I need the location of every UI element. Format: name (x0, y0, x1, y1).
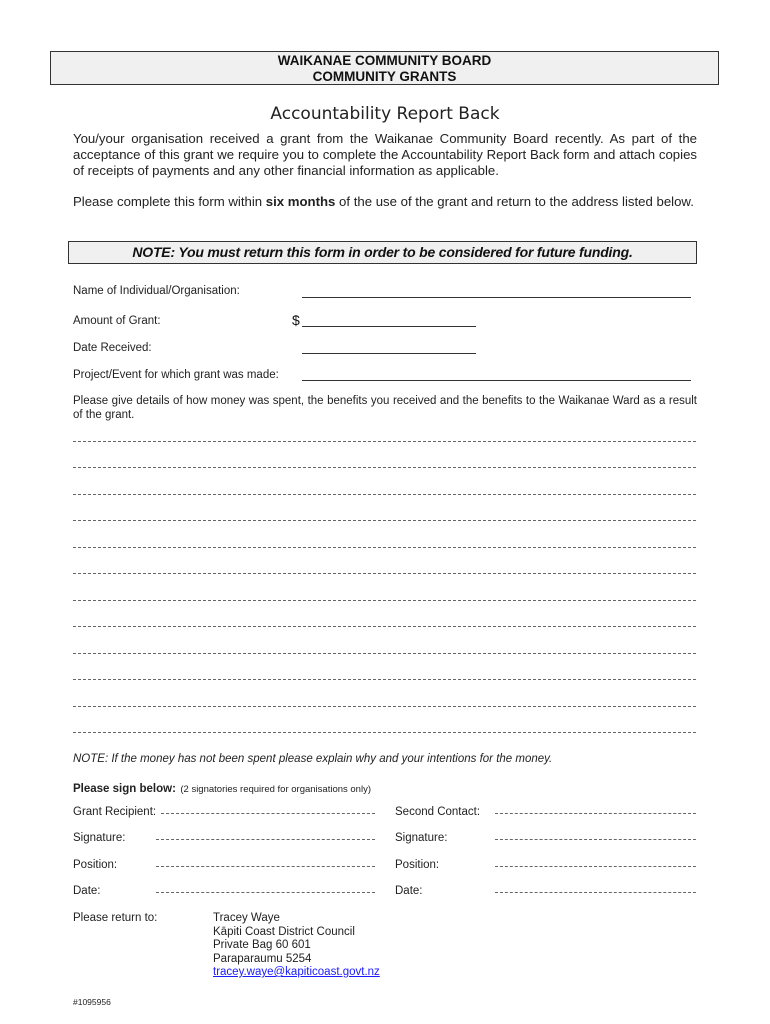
date-label-left: Date: (73, 885, 101, 897)
return-org: Kāpiti Coast District Council (213, 925, 355, 938)
return-address (213, 912, 380, 980)
position-field-left[interactable] (156, 866, 375, 867)
details-line[interactable] (73, 679, 696, 680)
page-title: Accountability Report Back (270, 104, 500, 124)
details-line[interactable] (73, 441, 696, 442)
signature-label-right: Signature: (395, 832, 448, 844)
details-line[interactable] (73, 732, 696, 733)
grant-recipient-label: Grant Recipient: (73, 806, 157, 818)
sign-heading (73, 779, 371, 797)
project-field[interactable] (302, 380, 691, 381)
position-label-left: Position: (73, 859, 118, 871)
signature-field-left[interactable] (156, 839, 375, 840)
deadline-text-end: of the use of the grant and return to the address listed below. (335, 194, 694, 209)
sign-subtext: (2 signatories required for organisations only) (180, 784, 371, 795)
unspent-note: NOTE: If the money has not been spent please explain why and your intentions for the money. (73, 753, 553, 765)
name-field[interactable] (302, 297, 691, 298)
deadline-paragraph (73, 194, 697, 210)
position-field-right[interactable] (495, 866, 696, 867)
intro-paragraph: You/your organisation received a grant from the Waikanae Community Board recently. As part of the acceptance of this grant we require you to complete the Accountability Report Back form and attach copies of receipts of payments and any other financial information as applicable. (73, 131, 697, 178)
deadline-emphasis: six months (265, 194, 336, 209)
details-prompt: Please give details of how money was spent, the benefits you received and the benefits to the Waikanae Ward as a result of the grant. (73, 395, 697, 421)
return-label: Please return to: (73, 912, 158, 924)
date-received-label: Date Received: (73, 342, 152, 354)
date-received-field[interactable] (302, 353, 476, 354)
second-contact-label: Second Contact: (395, 806, 481, 818)
position-label-right: Position: (395, 859, 440, 871)
details-line[interactable] (73, 467, 696, 468)
project-label: Project/Event for which grant was made: (73, 369, 279, 381)
details-line[interactable] (73, 653, 696, 654)
signature-field-right[interactable] (495, 839, 696, 840)
details-line[interactable] (73, 494, 696, 495)
signature-label-left: Signature: (73, 832, 126, 844)
amount-label: Amount of Grant: (73, 315, 161, 327)
amount-field[interactable] (302, 326, 476, 327)
details-line[interactable] (73, 706, 696, 707)
details-line[interactable] (73, 547, 696, 548)
form-header (50, 51, 719, 85)
return-city: Paraparaumu 5254 (213, 952, 312, 965)
name-label: Name of Individual/Organisation: (73, 285, 240, 297)
details-line[interactable] (73, 520, 696, 521)
grant-recipient-field[interactable] (161, 813, 375, 814)
return-name: Tracey Waye (213, 912, 280, 924)
details-line[interactable] (73, 573, 696, 574)
document-number: #1095956 (73, 997, 111, 1007)
header-grants-title: COMMUNITY GRANTS (312, 69, 457, 84)
date-field-left[interactable] (156, 892, 375, 893)
details-line[interactable] (73, 626, 696, 627)
return-email-link[interactable]: tracey.waye@kapiticoast.govt.nz (213, 966, 380, 978)
sign-heading-label: Please sign below: (73, 783, 176, 795)
dollar-sign: $ (292, 312, 300, 328)
header-board-name: WAIKANAE COMMUNITY BOARD (277, 53, 492, 68)
funding-note: NOTE: You must return this form in order to be considered for future funding. (68, 241, 697, 264)
deadline-text-start: Please complete this form within (73, 194, 266, 209)
second-contact-field[interactable] (495, 813, 696, 814)
return-bag: Private Bag 60 601 (213, 939, 311, 951)
date-label-right: Date: (395, 885, 423, 897)
date-field-right[interactable] (495, 892, 696, 893)
details-line[interactable] (73, 600, 696, 601)
